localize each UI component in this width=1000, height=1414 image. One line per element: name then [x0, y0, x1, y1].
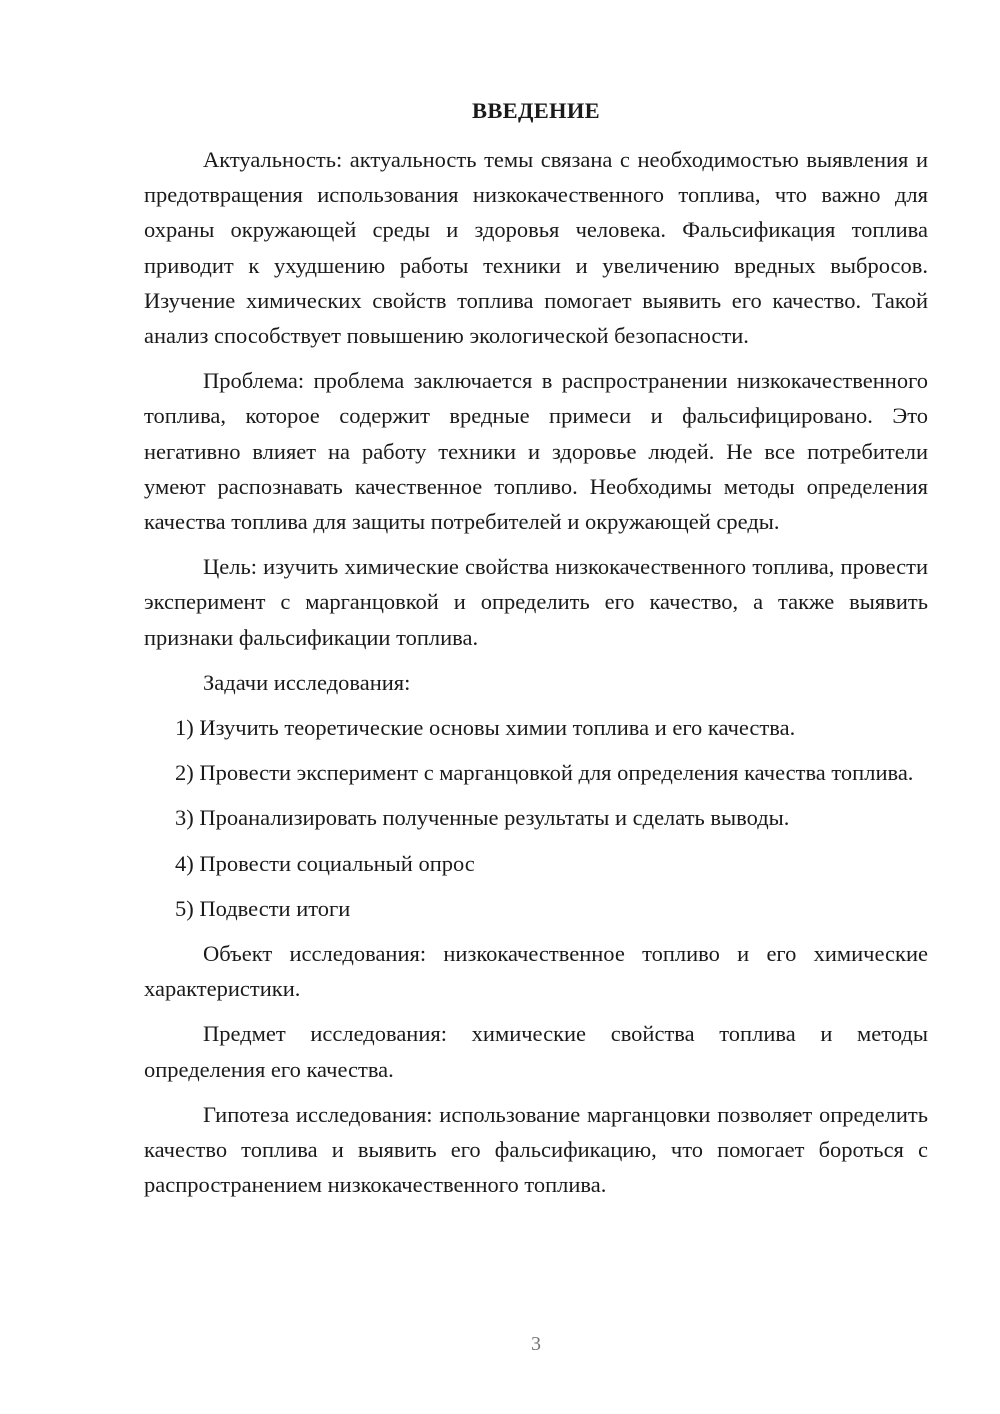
task-item: 2) Провести эксперимент с марганцовкой для определения качества топлива. — [175, 760, 914, 786]
section-title: ВВЕДЕНИЕ — [472, 98, 600, 123]
document-page — [144, 96, 928, 1212]
page-number: 3 — [531, 1333, 541, 1355]
tasks-heading: Задачи исследования: — [203, 669, 411, 695]
task-item: 4) Провести социальный опрос — [175, 850, 475, 876]
paragraph-subject: Предмет исследования: химические свойства топлива и методы определения его качества. — [144, 1021, 928, 1082]
paragraph-goal: Цель: изучить химические свойства низкокачественного топлива, провести эксперимент с марганцовкой и определить его качество, а также выявить признаки фальсификации топлива. — [144, 554, 928, 650]
tasks-list — [144, 710, 928, 926]
paragraph-problem: Проблема: проблема заключается в распространении низкокачественного топлива, которое содержит вредные примеси и фальсифицировано. Это негативно влияет на работу техники и здоровье людей. Не все потребители умеют распознавать качественное топливо. Необходимы методы определения качества топлива для защиты потребителей и окружающей среды. — [144, 368, 928, 535]
paragraph-object: Объект исследования: низкокачественное топливо и его химические характеристики. — [144, 941, 928, 1002]
task-item: 5) Подвести итоги — [175, 895, 351, 921]
task-item: 1) Изучить теоретические основы химии топлива и его качества. — [175, 715, 796, 741]
task-item: 3) Проанализировать полученные результаты и сделать выводы. — [175, 805, 790, 831]
paragraph-relevance: Актуальность: актуальность темы связана с необходимостью выявления и предотвращения использования низкокачественного топлива, что важно для охраны окружающей среды и здоровья человека. Фальсификация топлива приводит к ухудшению работы техники и увеличению вредных выбросов. Изучение химических свойств топлива помогает выявить его качество. Такой анализ способствует повышению экологической безопасности. — [144, 147, 928, 349]
paragraph-hypothesis: Гипотеза исследования: использование марганцовки позволяет определить качество топлива и выявить его фальсификацию, что помогает бороться с распространением низкокачественного топлива. — [144, 1101, 928, 1198]
